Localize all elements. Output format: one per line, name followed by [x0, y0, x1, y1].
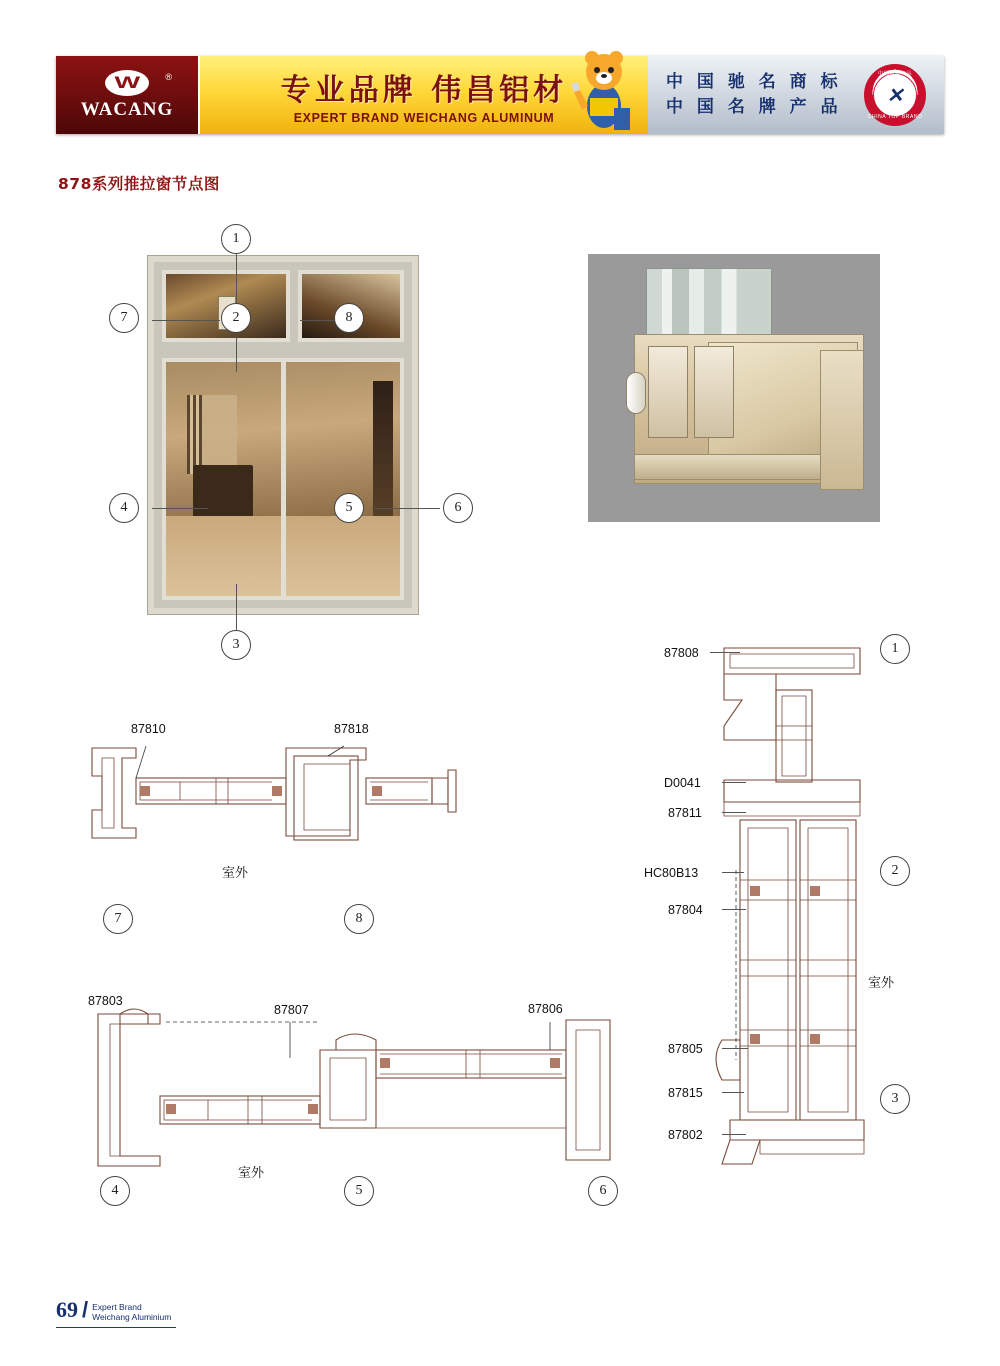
page-slash: / — [82, 1297, 89, 1322]
window-product-photo — [148, 256, 418, 614]
detail-drawing-1-2-3 — [700, 630, 880, 1190]
leader-87815 — [722, 1092, 744, 1093]
leader-87802 — [722, 1134, 746, 1135]
render-rail-2 — [694, 346, 734, 438]
callout-6[interactable]: 6 — [443, 493, 473, 523]
page-footer — [56, 1297, 944, 1328]
label-87806: 87806 — [528, 1002, 563, 1016]
seal-inner-mark: ✕ — [873, 73, 917, 117]
page-title: 878系列推拉窗节点图 — [58, 175, 220, 193]
photo-sash-left — [166, 362, 286, 596]
leader-line-4 — [152, 508, 208, 509]
label-D0041: D0041 — [664, 776, 701, 790]
leader-87811 — [722, 812, 746, 813]
label-outdoor-123: 室外 — [868, 976, 895, 991]
render-glass-unit — [646, 268, 772, 336]
callout-3[interactable]: 3 — [221, 630, 251, 660]
cert-line-2: 中 国 名 牌 产 品 — [666, 97, 842, 117]
detail-drawing-7-8 — [76, 720, 476, 930]
seal-top-text: 中国名牌产品 — [877, 71, 913, 77]
label-87818: 87818 — [334, 722, 369, 736]
detail-callout-1[interactable]: 1 — [880, 634, 910, 664]
brand-logo — [56, 56, 198, 134]
label-87815: 87815 — [668, 1086, 703, 1100]
callout-4[interactable]: 4 — [109, 493, 139, 523]
leader-87805 — [722, 1048, 748, 1049]
footer-divider — [56, 1327, 176, 1328]
cert-line-1: 中 国 驰 名 商 标 — [666, 71, 842, 92]
china-top-brand-seal-icon — [864, 64, 926, 126]
label-HC80B13: HC80B13 — [644, 866, 699, 880]
label-87804: 87804 — [668, 903, 703, 917]
callout-8[interactable]: 8 — [334, 303, 364, 333]
render-handle-icon — [626, 372, 646, 414]
label-87808: 87808 — [664, 646, 699, 660]
leader-hc80b13 — [722, 872, 744, 873]
slogan-english: EXPERT BRAND WEICHANG ALUMINUM — [293, 111, 555, 125]
leader-line-7 — [152, 320, 220, 321]
leader-87804 — [722, 909, 746, 910]
detail-callout-8[interactable]: 8 — [344, 904, 374, 934]
page-number: 69 — [56, 1297, 78, 1322]
label-87803: 87803 — [88, 994, 123, 1008]
banner-slogan — [198, 56, 648, 134]
detail-callout-7[interactable]: 7 — [103, 904, 133, 934]
photo-sash-right — [286, 362, 401, 596]
logo-wordmark: WACANG — [80, 98, 174, 120]
label-outdoor-456: 室外 — [238, 1166, 265, 1181]
photo-interior-floor — [166, 516, 281, 596]
leader-d0041 — [722, 782, 746, 783]
registered-trademark-icon: ® — [165, 72, 172, 82]
photo-interior-screen — [187, 395, 237, 475]
label-87811: 87811 — [668, 806, 702, 820]
leader-line-3 — [236, 584, 237, 632]
photo-interior-cabinet — [373, 381, 394, 526]
detail-callout-3[interactable]: 3 — [880, 1084, 910, 1114]
callout-1[interactable]: 1 — [221, 224, 251, 254]
profile-render-photo — [588, 254, 880, 522]
detail-callout-5[interactable]: 5 — [344, 1176, 374, 1206]
slogan-chinese: 专业品牌 伟昌铝材 — [280, 73, 568, 108]
header-banner — [56, 56, 944, 134]
callout-2[interactable]: 2 — [221, 303, 251, 333]
label-87805: 87805 — [668, 1042, 703, 1056]
leader-line-8 — [300, 320, 338, 321]
seal-bottom-text: CHINA TOP BRAND — [867, 114, 923, 120]
detail-callout-2[interactable]: 2 — [880, 856, 910, 886]
label-87810: 87810 — [131, 722, 166, 736]
certification-block — [648, 56, 944, 134]
logo-mark-icon — [105, 70, 149, 96]
leader-line-6 — [372, 508, 440, 509]
callout-7[interactable]: 7 — [109, 303, 139, 333]
render-base-track — [634, 454, 824, 480]
photo-interior-floor-right — [286, 516, 401, 596]
footer-brand-line-2: Weichang Aluminium — [92, 1312, 172, 1323]
photo-sliding-sashes — [162, 358, 404, 600]
label-outdoor-78: 室外 — [222, 866, 249, 881]
render-sash-block — [820, 350, 864, 490]
detail-callout-6[interactable]: 6 — [588, 1176, 618, 1206]
leader-87808 — [710, 652, 740, 653]
render-rail-1 — [648, 346, 688, 438]
label-87807: 87807 — [274, 1003, 309, 1017]
photo-interior-table — [193, 465, 253, 521]
callout-5[interactable]: 5 — [334, 493, 364, 523]
leader-line-2 — [236, 336, 237, 372]
detail-callout-4[interactable]: 4 — [100, 1176, 130, 1206]
tiger-mascot-icon — [570, 48, 642, 134]
logo-mark-letter: W — [114, 72, 140, 92]
detail-drawing-4-5-6 — [80, 1000, 620, 1180]
footer-brand-line-1: Expert Brand — [92, 1301, 142, 1312]
label-87802: 87802 — [668, 1128, 703, 1142]
